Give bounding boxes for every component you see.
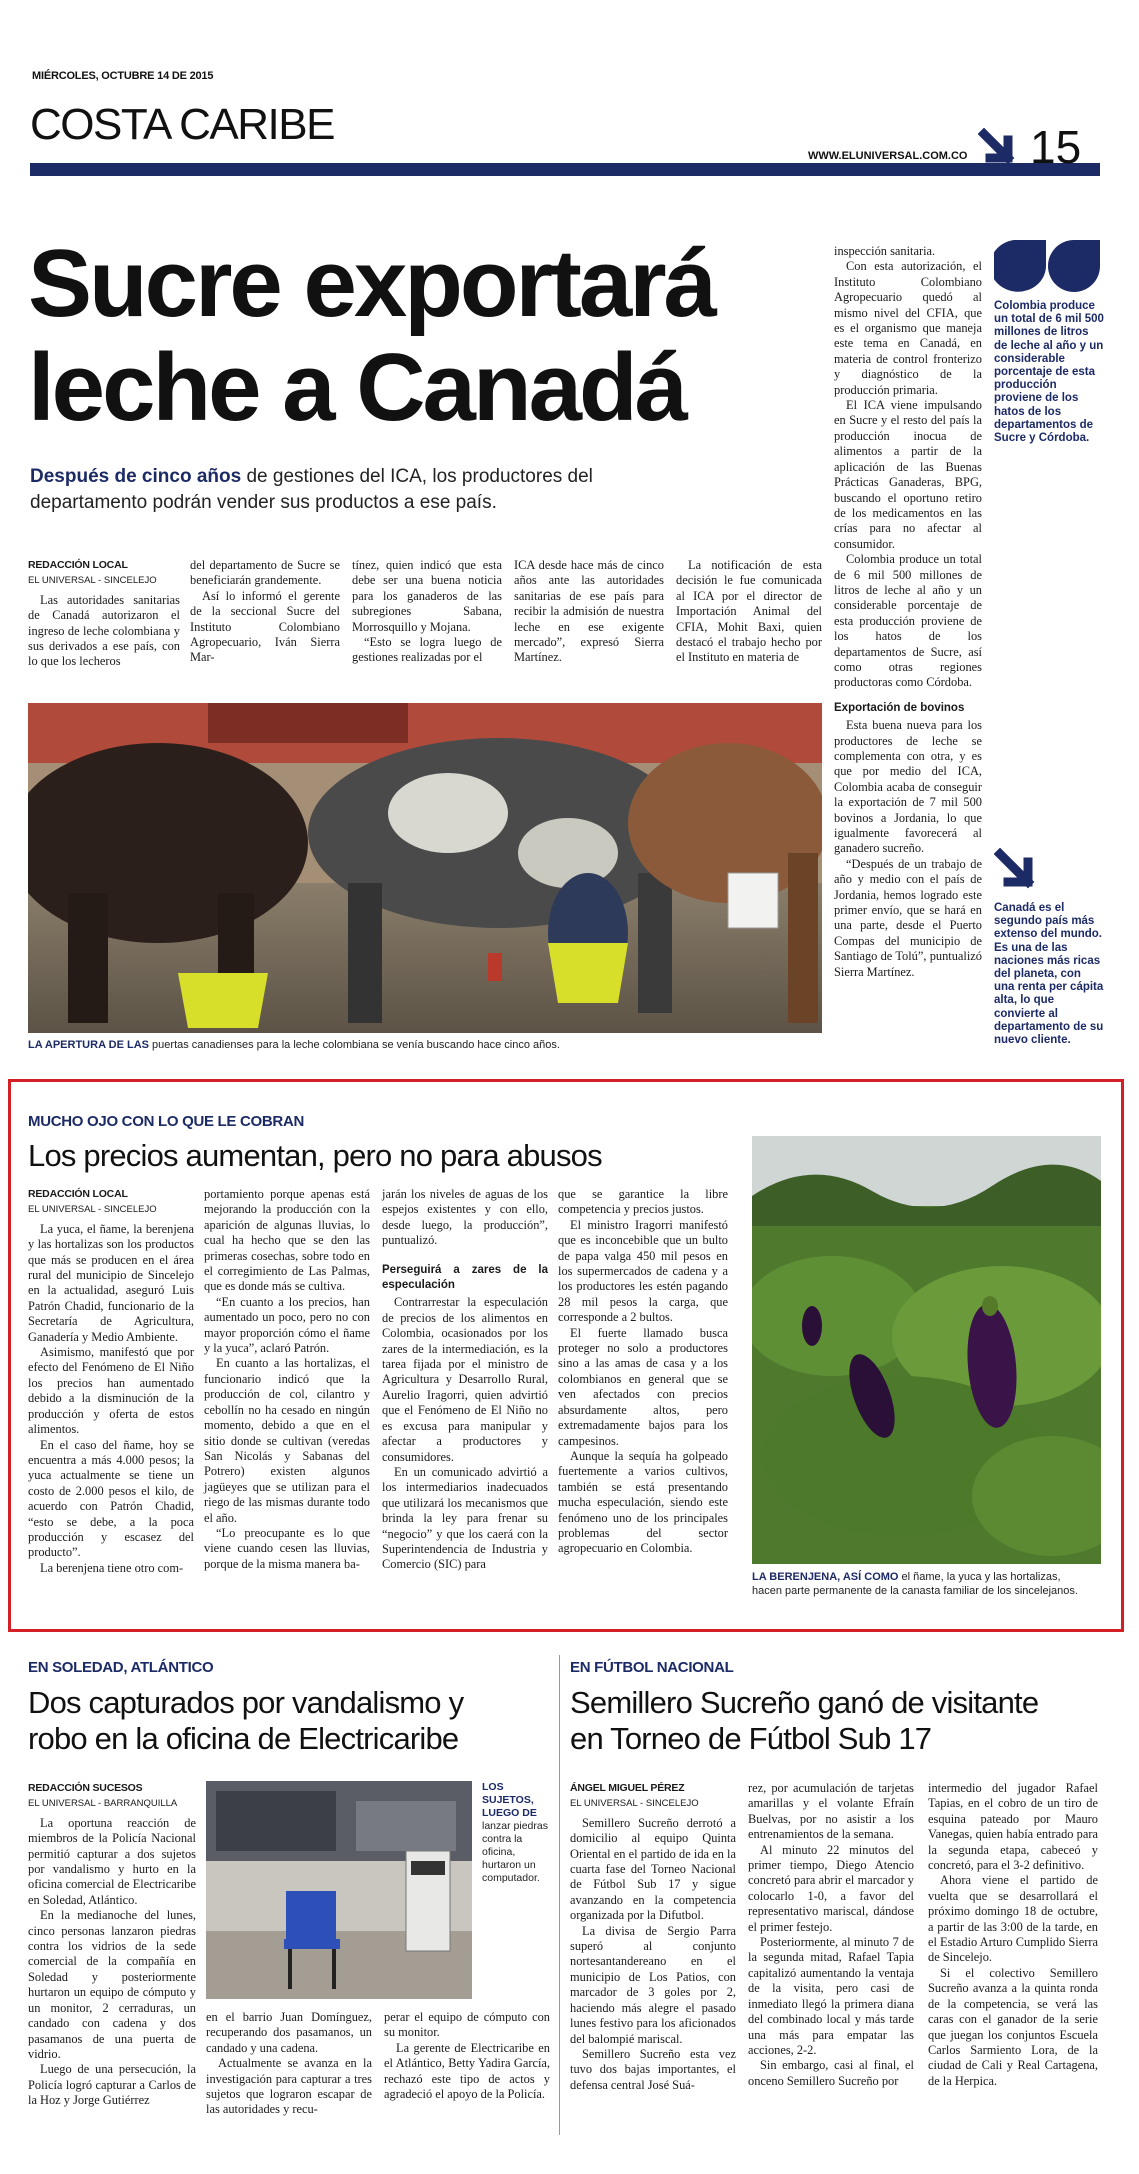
third-paragraph: Luego de una persecución, la Policía logró capturar a Carlos de la Hoz y Jorge Gutiérrez <box>28 2062 196 2108</box>
third-paragraph: En la medianoche del lunes, cinco personas lanzaron piedras contra los vidrios de la sede comercial de la compañía en Soledad y posteriormente hurtaron un equipo de cómputo y un monitor, 2 cerraduras, un candado con cadena y dos pasamanos de una puerta de vidrio. <box>28 1908 196 2061</box>
second-paragraph: Contrarrestar la especulación de precios de los alimentos en Colombia, ocasionados por los zares de la intermediación, es la tarea fijada por el ministro de Agricultura y Desarrollo Rural, Aurelio Iragorri, quien advirtió que el Fenómeno de El Niño no es excusa para manipular y afectar a productores y consumidores. <box>382 1295 548 1464</box>
lead-paragraph: La notificación de esta decisión le fue comunicada al ICA por el director de Importación Animal del CFIA, Mohit Baxi, quien destacó el trabajo hecho por el Instituto en materia de <box>676 558 822 665</box>
third-kicker: EN SOLEDAD, ATLÁNTICO <box>28 1659 214 1676</box>
third-headline-line1: Dos capturados por vandalismo y <box>28 1685 464 1720</box>
lead-paragraph: Las autoridades sanitarias de Canadá autorizaron el ingreso de leche colombiana y sus derivados a ese país, con lo que los lecheros <box>28 592 180 669</box>
second-paragraph: En el caso del ñame, hoy se encuentra a más 4.000 pesos; la yuca actualmente se tiene un costo de 2.000 pesos el kilo, de acuerdo con Patrón Chadid, “esto se debe, a la poca producción y escasez del producto”. <box>28 1437 194 1560</box>
lead-byline: REDACCIÓN LOCAL <box>28 559 128 571</box>
office-photo <box>206 1781 472 1999</box>
lead-paragraph: “Esto se logra luego de gestiones realizadas por el <box>352 635 502 665</box>
second-paragraph: jarán los niveles de aguas de los espejos existentes y con ello, desde luego, la producción”, puntualizó. <box>382 1187 548 1248</box>
fourth-paragraph: Si el colectivo Semillero Sucreño avanza a la quinta ronda de la competencia, se verá las caras con el ganador de la serie que juegan los conjuntos Escuela Carlos Sarmiento Lora, de la ciudad de Cali y Real Cartagena, de la Herpica. <box>928 1965 1098 2088</box>
third-byline: REDACCIÓN SUCESOS <box>28 1782 143 1794</box>
fourth-paragraph: Ahora viene el partido de vuelta que se desarrollará el próximo domingo 18 de octubre, a partir de las 3:00 de la tarde, en el Estadio Arturo Cumplido Sierra de Sincelejo. <box>928 1873 1099 1965</box>
lead-headline-line2: leche a Canadá <box>28 334 685 441</box>
second-photo-caption-lead: LA BERENJENA, ASÍ COMO <box>752 1571 899 1583</box>
third-paragraph: La gerente de Electricaribe en el Atlántico, Betty Yadira García, rechazó este tipo de actos y agradeció el apoyo de la Policía. <box>384 2040 550 2102</box>
fourth-paragraph: Posteriormente, al minuto 7 de la segunda mitad, Rafael Tapia capitalizó aumentando la ventaja de la visita, pero casi de inmediato llegó la primera diana del combinado local y más tarde una más para empatar las acciones, 2-2. <box>748 1935 914 2057</box>
fourth-paragraph: Semillero Sucreño derrotó a domicilio al equipo Quinta Oriental en el partido de ida en la cuarta fase del Torneo Nacional de Fútbol Sub 17 y sigue avanzando en la competencia organizada por la Difutbol. <box>570 1815 736 1923</box>
second-byline-place: EL UNIVERSAL - SINCELEJO <box>28 1204 157 1216</box>
second-kicker: MUCHO OJO CON LO QUE LE COBRAN <box>28 1113 305 1130</box>
second-paragraph: “En cuanto a los precios, han aumentado un poco, pero no con mayor proporción cómo el ñame y la yuca”, aclaró Patrón. <box>204 1294 370 1356</box>
third-paragraph: perar el equipo de cómputo con su monitor. <box>384 2010 550 2040</box>
page-date: MIÉRCOLES, OCTUBRE 14 DE 2015 <box>32 70 214 82</box>
lead-photo-caption-text: puertas canadienses para la leche colombiana se venía buscando hace cinco años. <box>149 1039 560 1051</box>
third-photo-caption-text: lanzar piedras contra la oficina, hurtaron un computador. <box>482 1820 548 1884</box>
fourth-paragraph: La divisa de Sergio Parra superó al conjunto nortesantandereano en el municipio de Los Patios, con marcador de 3 goles por 2, haciendo más alegre el pasado lunes festivo para los aficionados del balompié mariscal. <box>570 1923 736 2046</box>
second-paragraph: “Lo preocupante es lo que viene cuando cesen las lluvias, porque de la misma manera ba- <box>204 1525 370 1571</box>
second-photo-caption <box>752 1570 1092 1598</box>
fourth-column-2 <box>748 1781 914 2089</box>
header-rule <box>30 163 1100 176</box>
second-paragraph: que se garantice la libre competencia y precios justos. <box>558 1187 728 1217</box>
third-column-1 <box>28 1781 196 2109</box>
third-column-3 <box>384 2010 550 2102</box>
lead-photo-caption <box>28 1038 828 1052</box>
second-byline: REDACCIÓN LOCAL <box>28 1188 128 1200</box>
fourth-byline: ÁNGEL MIGUEL PÉREZ <box>570 1782 685 1794</box>
lead-paragraph: ICA desde hace más de cinco años ante las autoridades sanitarias de ese país para recibir la admisión de nuestra leche en ese exigente mercado”, expresó Sierra Martínez. <box>514 558 664 665</box>
second-paragraph: Asimismo, manifestó que por efecto del Fenómeno de El Niño los precios han aumentado debido a la disminución de la producción y oferta de estos alimentos. <box>28 1345 194 1437</box>
third-headline-line2: robo en la oficina de Electricaribe <box>28 1721 459 1756</box>
second-column-3 <box>382 1187 548 1573</box>
fourth-paragraph: Al minuto 22 minutos del primer tiempo, Diego Atencio concretó para abrir el marcador y colocarlo 1-0, a favor del representativo mariscal, dándose el primer festejo. <box>748 1842 914 1934</box>
fourth-paragraph: intermedio del jugador Rafael Tapias, en el cobro de un tiro de esquina pateado por Mauro Vanegas, quien había entrado para la segunda etapa, cabeceó y concretó, para el 3-2 definitivo. <box>928 1781 1098 1873</box>
second-paragraph: En un comunicado advirtió a los intermediarios inadecuados que utilizará los mecanismos que brinda la ley para frenar su “negocio” y que los caerá con la Superintendencia de Industria y Comercio (SIC) para <box>382 1464 548 1572</box>
lead-paragraph: “Después de un trabajo de año y medio con el país de Jordania, hemos logrado este primer envío, que se hará en una parte, desde el Puerto Compas del municipio de Santiago de Tolú”, puntualizó Sierra Martínez. <box>834 856 982 979</box>
lead-headline <box>28 232 828 440</box>
third-paragraph: Actualmente se avanza en la investigación para capturar a tres sujetos que lograron escapar de las autoridades y recu- <box>206 2056 372 2117</box>
lead-deck-highlight: Después de cinco años <box>30 466 242 487</box>
second-photo-caption-text: el ñame, la yuca y las hortalizas, hacen parte permanente de la canasta familiar de los sincelejanos. <box>752 1571 1078 1597</box>
lead-column-3 <box>352 558 502 666</box>
fourth-column-1 <box>570 1781 736 2093</box>
arrow-down-right-icon <box>978 128 1024 170</box>
second-paragraph: portamiento porque apenas está mejorando la producción con la aparición de algunas lluvias, lo cual ha hecho que se den las primeras cosechas, sobre todo en el corregimiento de Las Palmas, que es donde más se cultiva. <box>204 1187 370 1294</box>
eggplant-photo <box>752 1136 1101 1564</box>
fourth-paragraph: rez, por acumulación de tarjetas amarillas y el volante Efraín Buelvas, por no asistir a los entrenamientos de la semana. <box>748 1781 914 1842</box>
lead-column-5 <box>676 558 822 666</box>
third-paragraph: La oportuna reacción de miembros de la Policía Nacional permitió capturar a dos sujetos por vandalismo y hurto en la oficina comercial de Electricaribe en Soledad, Atlántico. <box>28 1815 196 1907</box>
second-column-1 <box>28 1187 194 1576</box>
second-paragraph: El fuerte llamado busca proteger no solo a productores sino a las amas de casa y a los colombianos en general que se ven afectados con precios absurdamente altos, pero extremadamente bajos para los campesinos. <box>558 1325 728 1448</box>
fourth-headline <box>570 1685 1100 1757</box>
lead-paragraph: Con esta autorización, el Instituto Colombiano Agropecuario quedó al mismo nivel del CFIA, que es el organismo que maneja este tema en Canadá, en materia de control fronterizo y diagnóstico de la producción primaria. <box>834 259 982 397</box>
website: WWW.ELUNIVERSAL.COM.CO <box>808 150 968 162</box>
lead-paragraph: Así lo informó el gerente de la seccional Sucre del Instituto Colombiano Agropecuario, Iván Sierra Mar- <box>190 588 340 665</box>
fourth-paragraph: Sin embargo, casi al final, el onceno Semillero Sucreño por <box>748 2058 914 2088</box>
lead-byline-place: EL UNIVERSAL - SINCELEJO <box>28 575 157 587</box>
third-column-2 <box>206 2010 372 2118</box>
lead-paragraph: El ICA viene impulsando en Sucre y el resto del país la producción inocua de alimentos a partir de la aplicación de las Buenas Prácticas Ganaderas, BPG, buscando el oportuno retiro de los medicamentos en las crías para no afectar al consumidor. <box>834 398 982 551</box>
lead-paragraph: inspección sanitaria. <box>834 244 936 258</box>
second-paragraph: La berenjena tiene otro com- <box>40 1560 184 1575</box>
lead-headline-line1: Sucre exportará <box>28 230 715 337</box>
third-byline-place: EL UNIVERSAL - BARRANQUILLA <box>28 1798 178 1810</box>
page-number: 15 <box>1030 121 1082 173</box>
column-divider <box>559 1655 560 2135</box>
third-photo-caption-lead: LOS SUJETOS, LUEGO DE <box>482 1781 537 1819</box>
lead-paragraph: Colombia produce un total de 6 mil 500 millones de litros de leche al año y un considerable porcentaje de esta producción proviene de los hatos de los departamentos de Sucre, así como otras regiones productoras como Córdoba. <box>834 552 982 690</box>
fourth-byline-place: EL UNIVERSAL - SINCELEJO <box>570 1798 699 1810</box>
lead-column-4 <box>514 558 664 666</box>
second-paragraph: El ministro Iragorri manifestó que es inconcebible que un bulto de papa valga 450 mil pesos en los supermercados de cadena y a los productores les estén pagando 28 mil pesos la carga, que corresponde a 2 bultos. <box>558 1217 728 1325</box>
second-paragraph: En cuanto a las hortalizas, el funcionario indicó que la producción de col, cilantro y cebollín no ha cesado en ningún momento, debido a que en el sitio donde se cultivan (veredas San Nicolás y Sabanas del Potrero) existen algunos jagüeyes que se utilizan para el riego de las mismas durante todo el año. <box>204 1356 370 1525</box>
second-column-2 <box>204 1187 370 1572</box>
second-paragraph: La yuca, el ñame, la berenjena y las hortalizas son los productos que más se producen en el área rural del municipio de Sincelejo en la actualidad, aseguró Luis Patrón Chadid, funcionario de la Secretaría de Agricultura, Ganadería y Medio Ambiente. <box>28 1221 194 1344</box>
lead-subhead: Exportación de bovinos <box>834 701 965 714</box>
third-photo-caption <box>482 1781 556 1885</box>
cows-photo <box>28 703 822 1033</box>
fourth-kicker: EN FÚTBOL NACIONAL <box>570 1659 734 1676</box>
fourth-headline-line1: Semillero Sucreño ganó de visitante <box>570 1685 1039 1720</box>
sidebox-canada-fact: Canadá es el segundo país más extenso del mundo. Es una de las naciones más ricas del planeta, con una renta per cápita alta, lo que convierte al departamento de su nuevo cliente. <box>994 902 1104 1047</box>
sidebox-milk-fact: Colombia produce un total de 6 mil 500 millones de litros de leche al año y un considerable porcentaje de esta producción proviene de los hatos de los departamentos de Sucre y Córdoba. <box>994 300 1104 445</box>
lead-photo-caption-lead: LA APERTURA DE LAS <box>28 1039 149 1051</box>
lead-column-1 <box>28 558 180 670</box>
fourth-headline-line2: en Torneo de Fútbol Sub 17 <box>570 1721 932 1756</box>
fourth-paragraph: Semillero Sucreño esta vez tuvo dos bajas importantes, el defensa central José Suá- <box>570 2046 736 2092</box>
lead-deck <box>30 464 670 516</box>
third-headline <box>28 1685 558 1757</box>
lead-right-column <box>834 244 982 980</box>
lead-deck-text: de gestiones del ICA, los productores del departamento podrán vender sus productos a ese país. <box>30 466 593 513</box>
lead-paragraph: tínez, quien indicó que esta debe ser una buena noticia para los ganaderos de las subregiones Sabana, Morrosquillo y Mojana. <box>352 558 502 634</box>
second-headline: Los precios aumentan, pero no para abusos <box>28 1138 602 1173</box>
section-title: COSTA CARIBE <box>30 100 334 149</box>
third-paragraph: en el barrio Juan Domínguez, recuperando dos pasamanos, un candado y una cadena. <box>206 2010 372 2055</box>
second-paragraph: Aunque la sequía ha golpeado fuertemente a varios cultivos, también se está presentando mucha especulación, siendo este fenómeno uno de los principales problemas del sector agropecuario en Colombia. <box>558 1448 728 1556</box>
lead-paragraph: Esta buena nueva para los productores de leche se complementa con otra, y es que por medio del ICA, Colombia acaba de conseguir la exportación de 7 mil 500 bovinos a Jordania, lo que igualmente favorecerá al ganadero sucreño. <box>834 718 982 856</box>
lead-paragraph: del departamento de Sucre se beneficiarán grandemente. <box>190 558 340 588</box>
second-subhead: Perseguirá a zares de la especulación <box>382 1263 548 1292</box>
quote-icon <box>994 240 1100 292</box>
fourth-column-3 <box>928 1781 1098 2089</box>
second-column-4 <box>558 1187 728 1557</box>
arrow-down-right-icon <box>994 848 1042 896</box>
lead-column-2 <box>190 558 340 666</box>
